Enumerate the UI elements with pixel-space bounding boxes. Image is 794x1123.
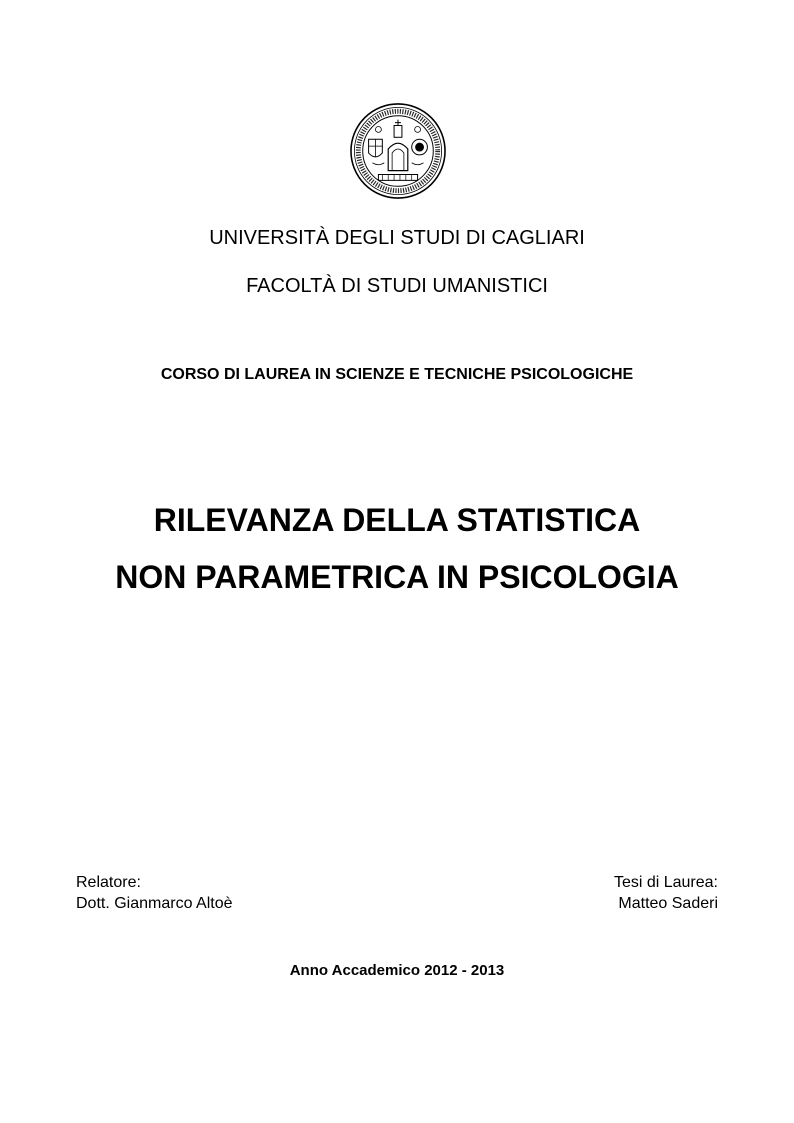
thesis-title-line-1: RILEVANZA DELLA STATISTICA [153,502,641,538]
supervisor-block [76,872,233,914]
author-name: Matteo Saderi [618,895,718,912]
thesis-title-line-2: NON PARAMETRICA IN PSICOLOGIA [115,559,679,595]
author-block [614,872,718,914]
supervisor-name: Dott. Gianmarco Altoè [76,895,233,912]
supervisor-label: Relatore: [76,874,141,891]
degree-course: CORSO DI LAUREA IN SCIENZE E TECNICHE PSICOLOGICHE [160,366,634,383]
faculty-name: FACOLTÀ DI STUDI UMANISTICI [246,275,548,297]
academic-year: Anno Accademico 2012 - 2013 [289,962,505,979]
university-seal-icon [349,102,447,200]
author-label: Tesi di Laurea: [613,874,718,891]
university-name: UNIVERSITÀ DEGLI STUDI DI CAGLIARI [209,227,585,249]
